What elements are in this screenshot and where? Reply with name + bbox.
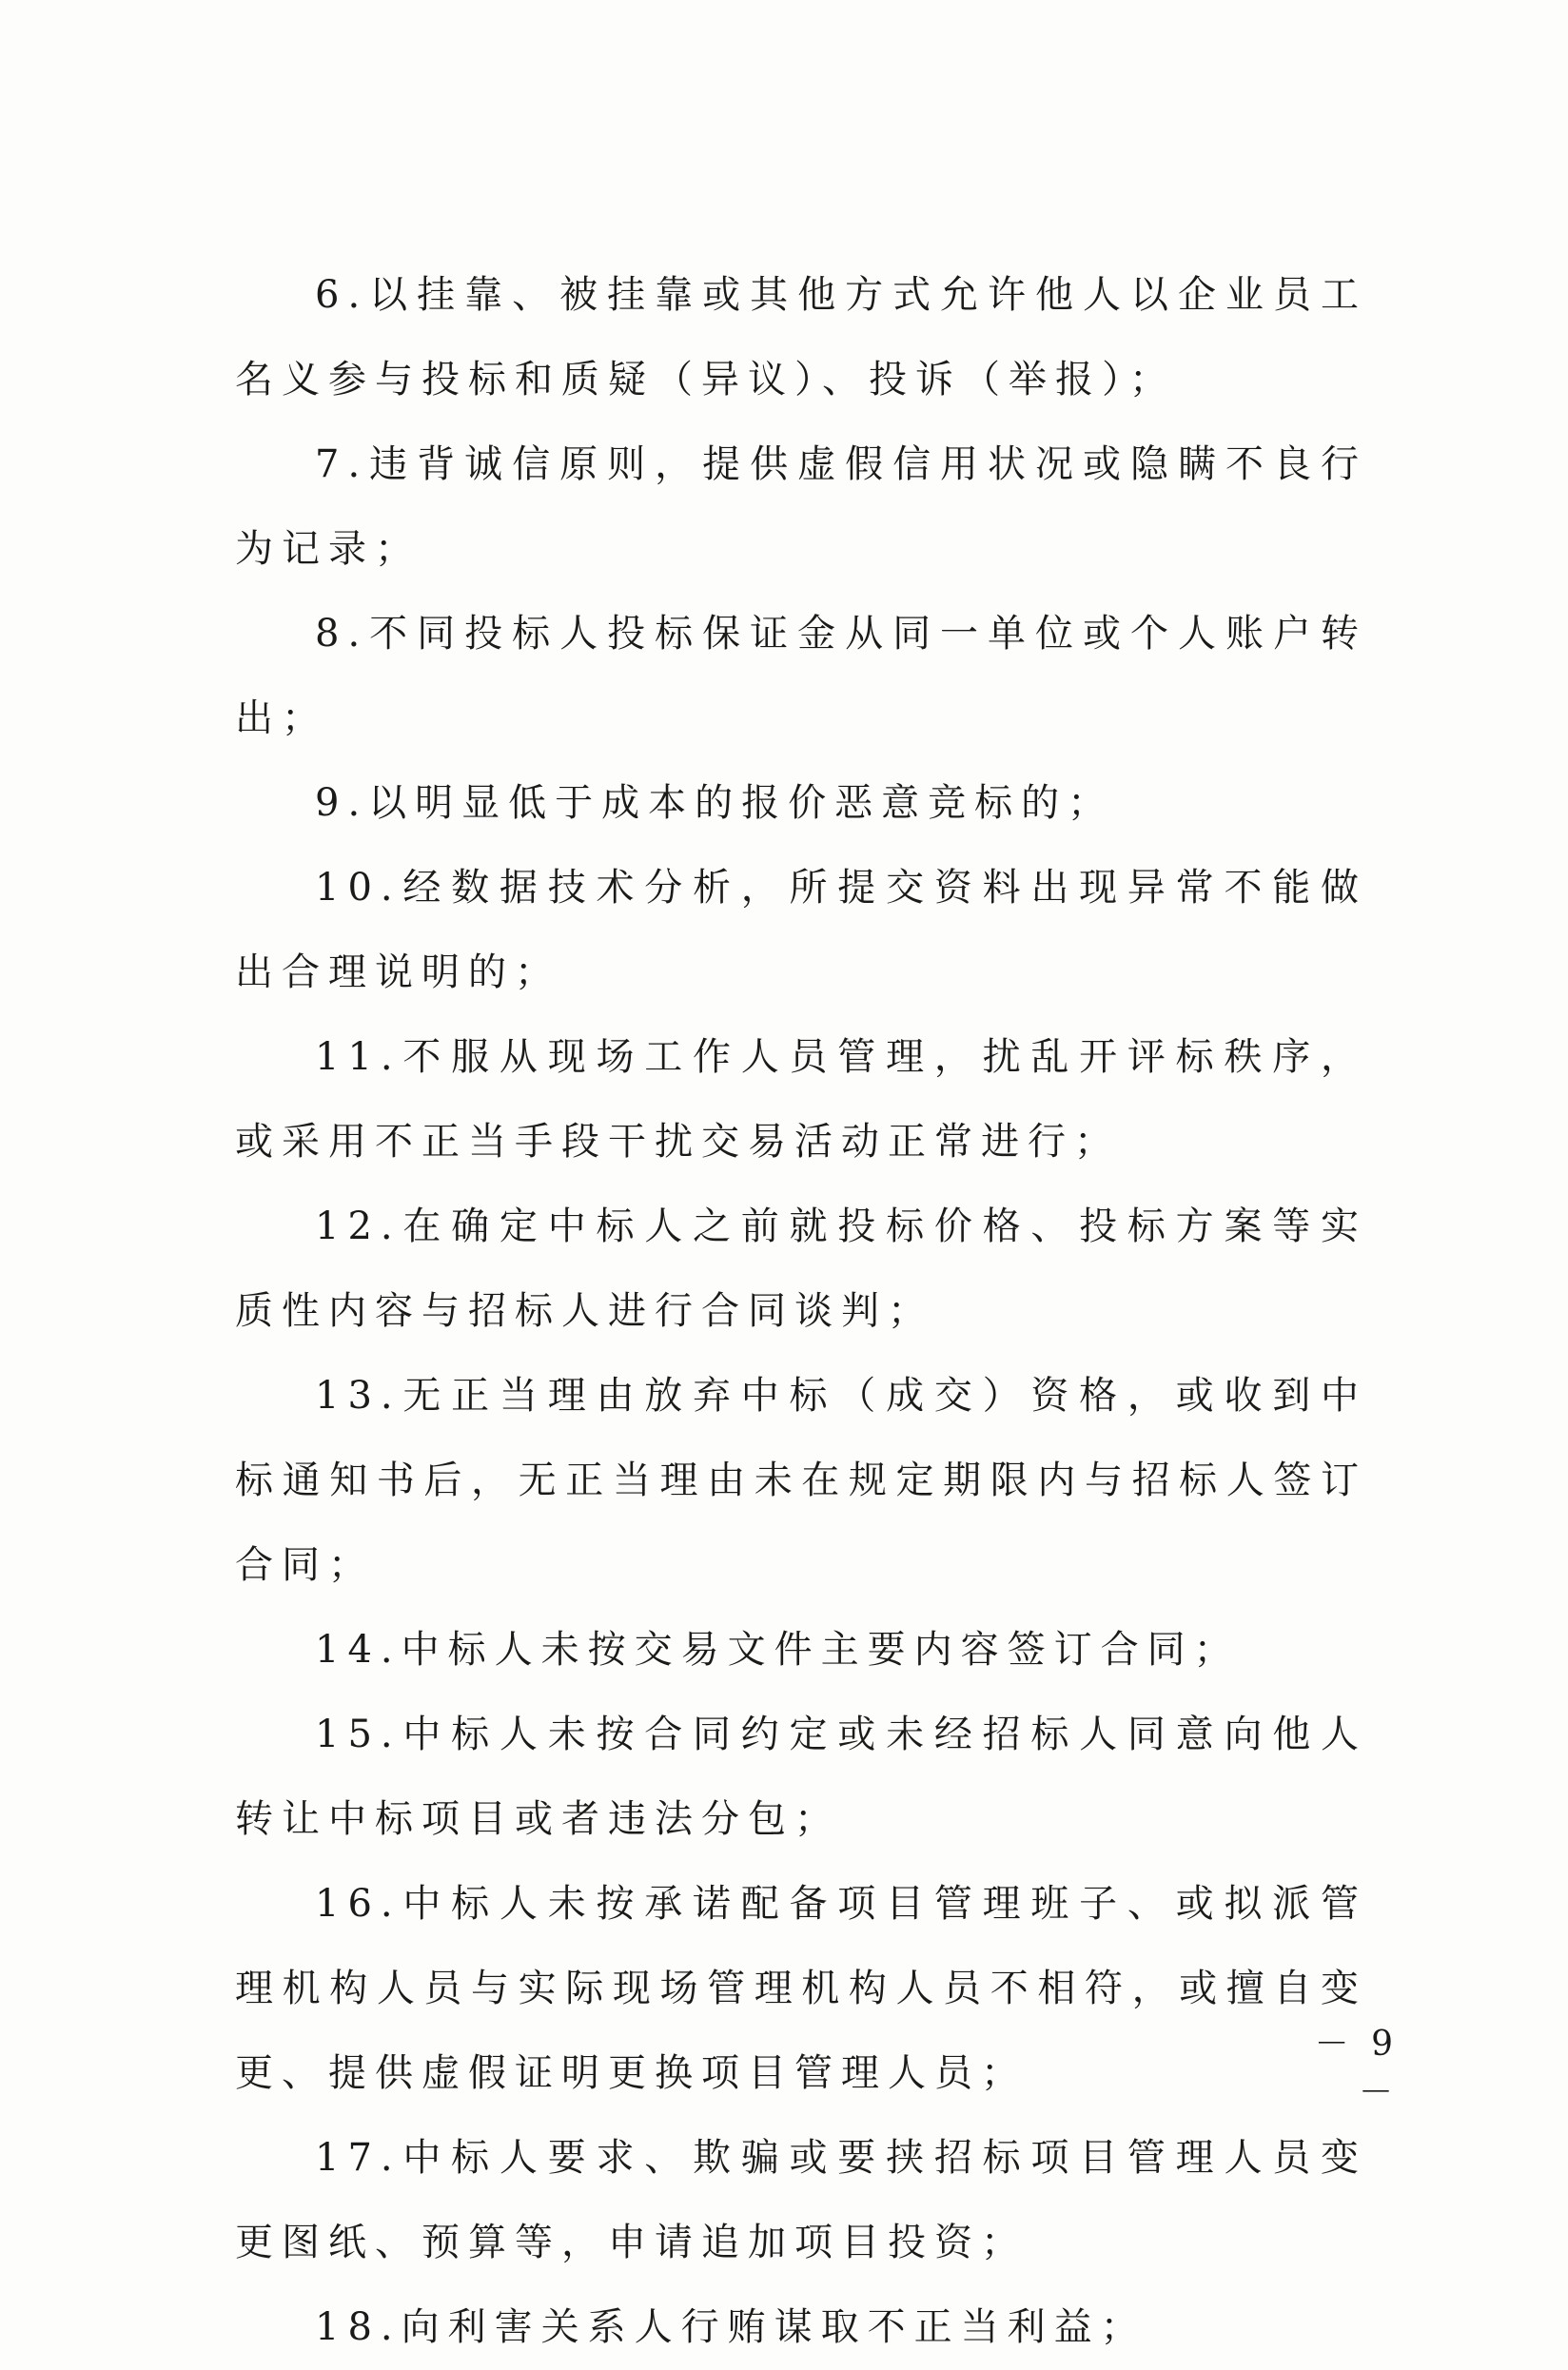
page-number: － 9 － (1314, 2025, 1399, 2112)
list-item: 12.在确定中标人之前就投标价格、投标方案等实质性内容与招标人进行合同谈判； (235, 1205, 1367, 1333)
list-item: 15.中标人未按合同约定或未经招标人同意向他人转让中标项目或者违法分包； (235, 1713, 1367, 1841)
list-item: 17.中标人要求、欺骗或要挟招标项目管理人员变更图纸、预算等，申请追加项目投资； (235, 2136, 1367, 2264)
list-item: 11.不服从现场工作人员管理，扰乱开评标秩序，或采用不正当手段干扰交易活动正常进行； (235, 1035, 1367, 1164)
list-item: 9.以明显低于成本的报价恶意竞标的； (315, 781, 1115, 825)
document-body (235, 253, 1367, 2370)
list-item: 18.向利害关系人行贿谋取不正当利益； (315, 2305, 1147, 2349)
list-item: 10.经数据技术分析，所提交资料出现异常不能做出合理说明的； (235, 866, 1367, 994)
list-item: 16.中标人未按承诺配备项目管理班子、或拟派管理机构人员与实际现场管理机构人员不相符，或擅自变更、提供虚假证明更换项目管理人员； (235, 1882, 1367, 2095)
list-item: 13.无正当理由放弃中标（成交）资格，或收到中标通知书后，无正当理由未在规定期限内与招标人签订合同； (235, 1374, 1367, 1587)
list-item: 14.中标人未按交易文件主要内容签订合同； (315, 1628, 1241, 1672)
list-item: 7.违背诚信原则，提供虚假信用状况或隐瞒不良行为记录； (235, 442, 1367, 571)
list-item: 6.以挂靠、被挂靠或其他方式允许他人以企业员工名义参与投标和质疑（异议）、投诉（举报）； (235, 273, 1367, 402)
list-item: 8.不同投标人投标保证金从同一单位或个人账户转出； (235, 612, 1367, 740)
